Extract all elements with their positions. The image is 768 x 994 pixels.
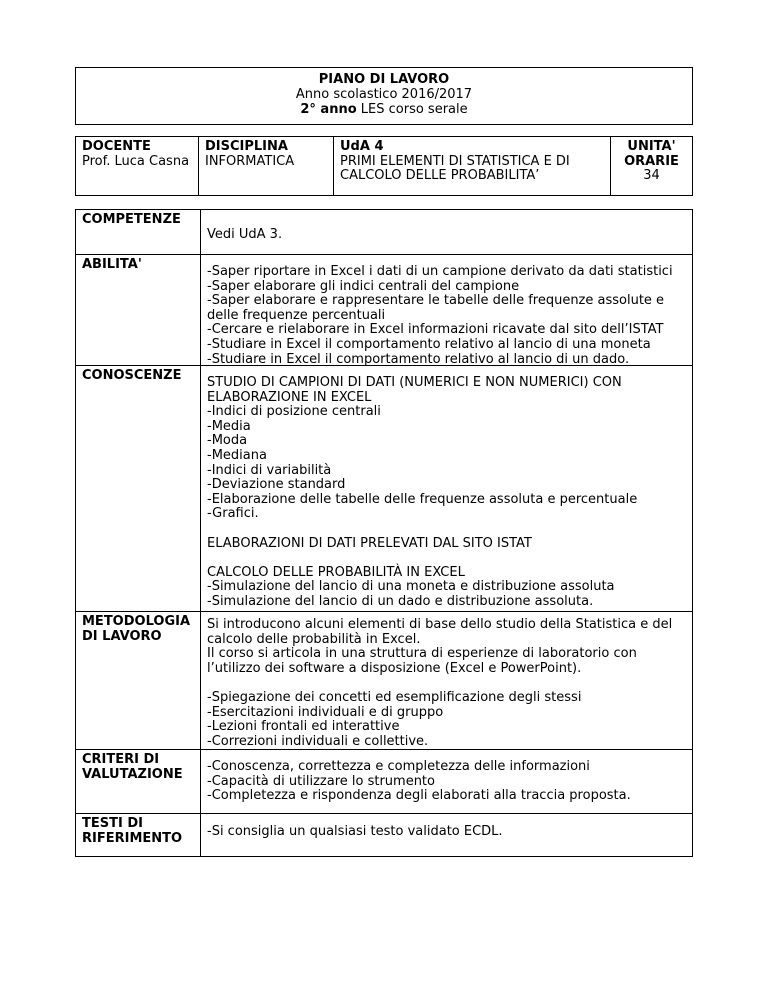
document-header <box>75 67 693 125</box>
content-line: -Saper riportare in Excel i dati di un campione derivato da dati statistici <box>207 264 673 279</box>
class-course: LES corso serale <box>356 102 468 117</box>
criteri-label <box>75 749 201 814</box>
criteri-lines <box>207 760 686 804</box>
criteri-label-text-2: VALUTAZIONE <box>82 766 183 782</box>
metodologia-label <box>75 611 201 750</box>
content-line: ELABORAZIONI DI DATI PRELEVATI DAL SITO ISTAT <box>207 535 532 551</box>
content-line: Il corso si articola in una struttura di esperienze di laboratorio con <box>207 646 637 662</box>
abilita-label-text: ABILITA' <box>82 257 142 272</box>
uda-cell <box>333 136 611 196</box>
content-line: -Elaborazione delle tabelle delle frequenze assoluta e percentuale <box>207 491 638 507</box>
ore-label-1: UNITA' <box>627 139 676 154</box>
competenze-label-text: COMPETENZE <box>82 212 181 227</box>
content-line: -Studiare in Excel il comportamento relativo al lancio di un dado. <box>207 351 630 367</box>
metodologia-lines <box>207 618 686 749</box>
class-year: 2° anno <box>300 102 357 117</box>
abilita-lines <box>207 265 686 367</box>
content-line: -Simulazione del lancio di una moneta e distribuzione assoluta <box>207 579 615 595</box>
testi-label-text-1: TESTI DI <box>82 816 143 831</box>
disciplina-cell <box>198 136 334 196</box>
content-line: -Moda <box>207 433 248 449</box>
uda-label: UdA 4 <box>340 139 384 154</box>
content-line: -Saper elaborare e rappresentare le tabelle delle frequenze assolute e <box>207 293 665 309</box>
content-line: -Deviazione standard <box>207 477 346 493</box>
metodologia-label-text-2: DI LAVORO <box>82 628 162 644</box>
ore-value: 34 <box>643 168 660 184</box>
docente-value: Prof. Luca Casna <box>82 153 190 169</box>
content-line: -Correzioni individuali e collettive. <box>207 733 429 749</box>
metodologia-content <box>200 611 693 750</box>
testi-lines <box>207 825 686 840</box>
docente-label: DOCENTE <box>82 139 151 154</box>
content-line: CALCOLO DELLE PROBABILITÀ IN EXCEL <box>207 564 465 580</box>
content-line: -Indici di posizione centrali <box>207 404 381 420</box>
competenze-label <box>75 209 201 255</box>
testi-label-text-2: RIFERIMENTO <box>82 830 183 846</box>
criteri-label-text-1: CRITERI DI <box>82 752 160 767</box>
content-line: -Spiegazione dei concetti ed esemplificazione degli stessi <box>207 689 582 705</box>
content-line: -Capacità di utilizzare lo strumento <box>207 773 435 789</box>
content-line: -Completezza e rispondenza degli elaborati alla traccia proposta. <box>207 788 631 804</box>
conoscenze-label <box>75 365 201 612</box>
abilita-content <box>200 254 693 366</box>
content-line: ELABORAZIONE IN EXCEL <box>207 389 372 405</box>
content-line: STUDIO DI CAMPIONI DI DATI (NUMERICI E NON NUMERICI) CON <box>207 375 622 390</box>
content-line: -Media <box>207 418 251 434</box>
metodologia-label-text-1: METODOLOGIA <box>82 614 191 629</box>
class-info <box>76 102 692 117</box>
content-line: -Grafici. <box>207 506 259 522</box>
content-line: -Indici di variabilità <box>207 462 332 478</box>
content-line: -Mediana <box>207 447 267 463</box>
content-line: -Simulazione del lancio di un dado e distribuzione assoluta. <box>207 593 594 609</box>
content-line: -Saper elaborare gli indici centrali del campione <box>207 278 520 294</box>
uda-title-1: PRIMI ELEMENTI DI STATISTICA E DI <box>340 153 570 169</box>
school-year: Anno scolastico 2016/2017 <box>295 87 473 102</box>
testi-label <box>75 813 201 857</box>
competenze-content <box>200 209 693 255</box>
content-line: calcolo delle probabilità in Excel. <box>207 631 421 647</box>
content-line: -Studiare in Excel il comportamento relativo al lancio di una moneta <box>207 336 651 352</box>
ore-label-2: ORARIE <box>624 153 679 169</box>
content-line: -Conoscenza, correttezza e completezza delle informazioni <box>207 759 590 774</box>
document-title: PIANO DI LAVORO <box>318 72 450 87</box>
content-line <box>207 522 686 537</box>
disciplina-label: DISCIPLINA <box>205 139 288 154</box>
content-line <box>207 676 686 691</box>
uda-title-2: CALCOLO DELLE PROBABILITA’ <box>340 168 540 184</box>
docente-cell <box>75 136 199 196</box>
conoscenze-label-text: CONOSCENZE <box>82 368 182 383</box>
competenze-lines <box>207 228 686 243</box>
conoscenze-content <box>200 365 693 612</box>
content-line: -Si consiglia un qualsiasi testo validato ECDL. <box>207 824 503 839</box>
content-line: Vedi UdA 3. <box>207 227 283 242</box>
content-line: -Lezioni frontali ed interattive <box>207 719 400 735</box>
disciplina-value: INFORMATICA <box>205 153 295 169</box>
conoscenze-lines <box>207 376 686 610</box>
criteri-content <box>200 749 693 814</box>
testi-content <box>200 813 693 857</box>
content-line: Si introducono alcuni elementi di base dello studio della Statistica e del <box>207 617 673 632</box>
content-line: l’utilizzo dei software a disposizione (Excel e PowerPoint). <box>207 660 582 676</box>
content-line: -Cercare e rielaborare in Excel informazioni ricavate dal sito dell’ISTAT <box>207 322 664 338</box>
abilita-label <box>75 254 201 366</box>
ore-cell <box>610 136 693 196</box>
content-line <box>207 551 686 566</box>
content-line: -Esercitazioni individuali e di gruppo <box>207 704 444 720</box>
content-line: delle frequenze percentuali <box>207 307 386 323</box>
